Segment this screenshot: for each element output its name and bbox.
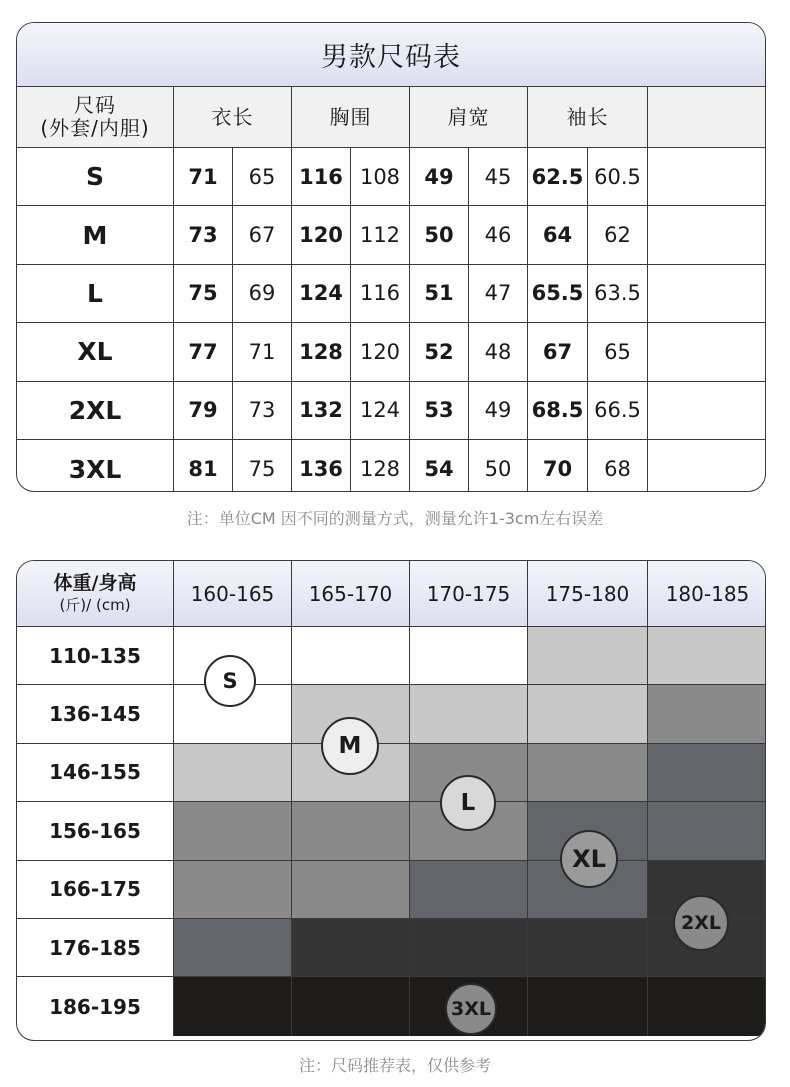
- size-chart-title: 男款尺码表: [17, 23, 765, 87]
- size-value-cell: 46: [469, 206, 528, 263]
- weight-label: 110-135: [17, 627, 174, 685]
- size-zone-cell: [528, 685, 648, 743]
- size-value-cell: 128: [351, 440, 410, 492]
- corner-label-top: 体重/身高: [53, 571, 137, 594]
- size-value-cell: 116: [351, 265, 410, 322]
- weight-label: 166-175: [17, 861, 174, 919]
- size-value-cell: 45: [469, 148, 528, 205]
- size-chart-header-row: [17, 87, 765, 148]
- size-value-cell: 52: [410, 323, 469, 380]
- size-value-cell: 116: [292, 148, 351, 205]
- size-zone-cell: [528, 977, 648, 1035]
- size-zone-cell: [648, 685, 766, 743]
- size-value-cell: 63.5: [588, 265, 648, 322]
- weight-label: 136-145: [17, 685, 174, 743]
- size-value-cell: 136: [292, 440, 351, 492]
- size-zone-cell: [410, 627, 528, 685]
- size-value-cell: 71: [174, 148, 233, 205]
- weight-label: 176-185: [17, 919, 174, 977]
- size-value-cell: 64: [528, 206, 588, 263]
- size-value-cell: 50: [410, 206, 469, 263]
- size-zone-cell: [648, 744, 766, 802]
- size-value-cell: 73: [174, 206, 233, 263]
- size-zone-cell: [292, 861, 410, 919]
- size-zone-cell: [174, 744, 292, 802]
- size-value-cell: 54: [410, 440, 469, 492]
- size-value-cell: 49: [469, 382, 528, 439]
- size-value-cell: 65.5: [528, 265, 588, 322]
- size-chart-table: [16, 22, 766, 492]
- height-header: 170-175: [410, 561, 528, 626]
- header-shoulder: 肩宽: [410, 87, 528, 147]
- size-zone-cell: [174, 802, 292, 860]
- size-zone-cell: [410, 861, 528, 919]
- size-zone-cell: [528, 744, 648, 802]
- size-zone-cell: [174, 919, 292, 977]
- size-label: M: [17, 206, 174, 263]
- size-value-cell: 75: [233, 440, 292, 492]
- height-header: 160-165: [174, 561, 292, 626]
- size-badge: 2XL: [673, 895, 729, 951]
- size-zone-cell: [410, 919, 528, 977]
- size-badge: 3XL: [445, 983, 497, 1035]
- size-label: 3XL: [17, 440, 174, 492]
- size-zone-cell: [174, 861, 292, 919]
- size-value-cell: 66.5: [588, 382, 648, 439]
- corner-label-bottom: (斤)/ (cm): [59, 595, 131, 614]
- size-chart-note: 注：单位CM 因不同的测量方式，测量允许1-3cm左右误差: [186, 509, 604, 528]
- size-badge: L: [440, 775, 496, 831]
- size-value-cell: 70: [528, 440, 588, 492]
- size-row: [17, 323, 765, 381]
- size-label: S: [17, 148, 174, 205]
- recommend-note: 注：尺码推荐表，仅供参考: [298, 1056, 491, 1075]
- weight-label: 146-155: [17, 744, 174, 802]
- size-zone-cell: [528, 919, 648, 977]
- weight-label: 186-195: [17, 977, 174, 1035]
- size-value-cell: 108: [351, 148, 410, 205]
- size-row: [17, 265, 765, 323]
- size-value-cell: 62: [588, 206, 648, 263]
- size-value-cell: 68: [588, 440, 648, 492]
- size-value-cell: 77: [174, 323, 233, 380]
- size-value-cell: 48: [469, 323, 528, 380]
- size-value-cell: 65: [588, 323, 648, 380]
- size-value-cell: 112: [351, 206, 410, 263]
- size-value-cell: 71: [233, 323, 292, 380]
- empty-cell: [648, 440, 766, 492]
- size-zone-cell: [292, 802, 410, 860]
- size-value-cell: 60.5: [588, 148, 648, 205]
- height-header: 165-170: [292, 561, 410, 626]
- header-chest: 胸围: [292, 87, 410, 147]
- size-zone-cell: [292, 977, 410, 1035]
- size-row: [17, 148, 765, 206]
- size-badge: XL: [560, 830, 618, 888]
- size-value-cell: 62.5: [528, 148, 588, 205]
- size-zone-cell: [174, 977, 292, 1035]
- size-badge: M: [321, 717, 379, 775]
- size-zone-cell: [648, 627, 766, 685]
- size-row: [17, 382, 765, 440]
- header-length: 衣长: [174, 87, 292, 147]
- recommend-corner-cell: [17, 561, 174, 626]
- size-row: [17, 206, 765, 264]
- size-value-cell: 132: [292, 382, 351, 439]
- size-value-cell: 47: [469, 265, 528, 322]
- size-value-cell: 51: [410, 265, 469, 322]
- size-value-cell: 120: [292, 206, 351, 263]
- header-empty: [648, 87, 766, 147]
- size-value-cell: 128: [292, 323, 351, 380]
- weight-label: 156-165: [17, 802, 174, 860]
- size-value-cell: 67: [233, 206, 292, 263]
- size-value-cell: 124: [292, 265, 351, 322]
- empty-cell: [648, 382, 766, 439]
- size-badge: S: [204, 655, 256, 707]
- recommend-header-row: [17, 561, 765, 627]
- size-zone-cell: [292, 919, 410, 977]
- size-zone-cell: [410, 685, 528, 743]
- height-header: 175-180: [528, 561, 648, 626]
- empty-cell: [648, 265, 766, 322]
- empty-cell: [648, 206, 766, 263]
- header-sleeve: 袖长: [528, 87, 648, 147]
- height-header: 180-185: [665, 581, 750, 606]
- size-label: L: [17, 265, 174, 322]
- size-value-cell: 49: [410, 148, 469, 205]
- size-zone-cell: [528, 627, 648, 685]
- empty-cell: [648, 323, 766, 380]
- size-value-cell: 69: [233, 265, 292, 322]
- size-value-cell: 75: [174, 265, 233, 322]
- size-label: 2XL: [17, 382, 174, 439]
- size-value-cell: 79: [174, 382, 233, 439]
- size-zone-cell: [292, 627, 410, 685]
- size-value-cell: 120: [351, 323, 410, 380]
- size-zone-cell: [648, 802, 766, 860]
- size-value-cell: 124: [351, 382, 410, 439]
- header-size: 尺码 (外套/内胆): [17, 87, 174, 147]
- size-label: XL: [17, 323, 174, 380]
- size-value-cell: 67: [528, 323, 588, 380]
- empty-cell: [648, 148, 766, 205]
- size-value-cell: 73: [233, 382, 292, 439]
- size-value-cell: 53: [410, 382, 469, 439]
- size-value-cell: 50: [469, 440, 528, 492]
- size-recommendation-table: [16, 560, 766, 1041]
- size-value-cell: 65: [233, 148, 292, 205]
- size-value-cell: 68.5: [528, 382, 588, 439]
- size-row: [17, 440, 765, 492]
- size-zone-cell: [648, 977, 766, 1035]
- size-value-cell: 81: [174, 440, 233, 492]
